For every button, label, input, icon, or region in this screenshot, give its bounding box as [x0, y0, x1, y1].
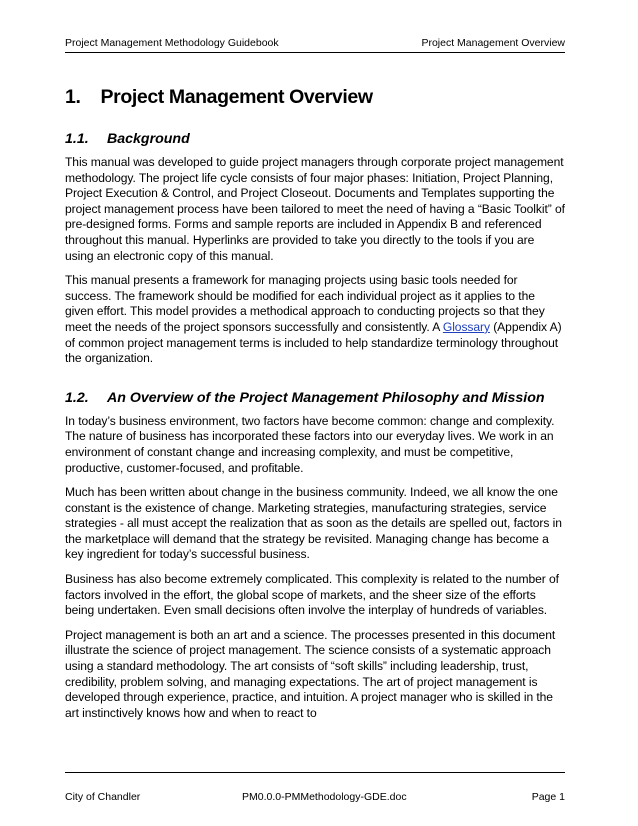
paragraph-text: This manual presents a framework for managing projects using basic tools needed for success. The framework should be modified for each individual project as it applies to the given effort. This model provides a methodical approach to conducting projects so that they meet the needs of the project sponsors successfully and consistently. A	[65, 273, 545, 334]
section-number: 1.2.	[65, 389, 89, 406]
chapter-number: 1.	[65, 86, 81, 108]
header-section-title: Project Management Overview	[421, 37, 565, 49]
chapter-title	[65, 86, 565, 109]
header-doc-title: Project Management Methodology Guidebook	[65, 37, 279, 49]
section-number: 1.1.	[65, 131, 89, 147]
section-heading-text: An Overview of the Project Management Philosophy and Mission	[107, 389, 545, 406]
paragraph: This manual was developed to guide project managers through corporate project management methodology. The project life cycle consists of four major phases: Initiation, Project Planning, Project Execution & Control, and Project Closeout. Documents and Templates supporting the project management process have been tailored to meet the need of having a “Basic Toolkit” of pre-designed forms. Forms and sample reports are included in Appendix B and referenced throughout this manual. Hyperlinks are provided to take you directly to the tools if you are using an electronic copy of this manual.	[65, 155, 565, 263]
page-header	[65, 37, 565, 53]
section-heading-overview	[65, 390, 565, 406]
page-footer	[65, 772, 565, 803]
footer-filename: PM0.0.0-PMMethodology-GDE.doc	[242, 791, 407, 803]
chapter-title-text: Project Management Overview	[100, 86, 373, 108]
footer-organization: City of Chandler	[65, 791, 141, 803]
paragraph: Project management is both an art and a science. The processes presented in this document illustrate the science of project management. The science consists of a systematic approach using a standard methodology. The art consists of “soft skills” including leadership, trust, credibility, problem solving, and managing expectations. The art of project management is developed through experience, practice, and intuition. A project manager who is skilled in the art instinctively knows how and when to react to	[65, 627, 556, 720]
paragraph: Much has been written about change in the business community. Indeed, we all know the one constant is the existence of change. Marketing strategies, manufacturing strategies, service strategies - all must accept the realization that as soon as the details are spelled out, factors in the marketplace will demand that the strategy be revisited. Managing change has become a key ingredient for today’s successful business.	[65, 485, 562, 562]
paragraph: Business has also become extremely complicated. This complexity is related to the number of factors involved in the effort, the global scope of markets, and the sheer size of the efforts being undertaken. Even small decisions often involve the interplay of hundreds of variables.	[65, 572, 559, 618]
footer-page-number: Page 1	[531, 791, 565, 803]
section-heading-text: Background	[107, 131, 190, 147]
glossary-link[interactable]: Glossary	[442, 319, 490, 334]
paragraph: In today’s business environment, two factors have become common: change and complexity. The nature of business has incorporated these factors into our everyday lives. We work in an environment of constant change and increasing complexity, and must be competitive, productive, customer-focused, and profitable.	[65, 413, 555, 475]
section-heading-background	[65, 131, 565, 147]
paragraph-text: (Appendix A) of common project management terms is included to help standardize terminology throughout the organization.	[65, 319, 562, 366]
page-content	[65, 86, 565, 730]
paragraph	[65, 273, 565, 367]
